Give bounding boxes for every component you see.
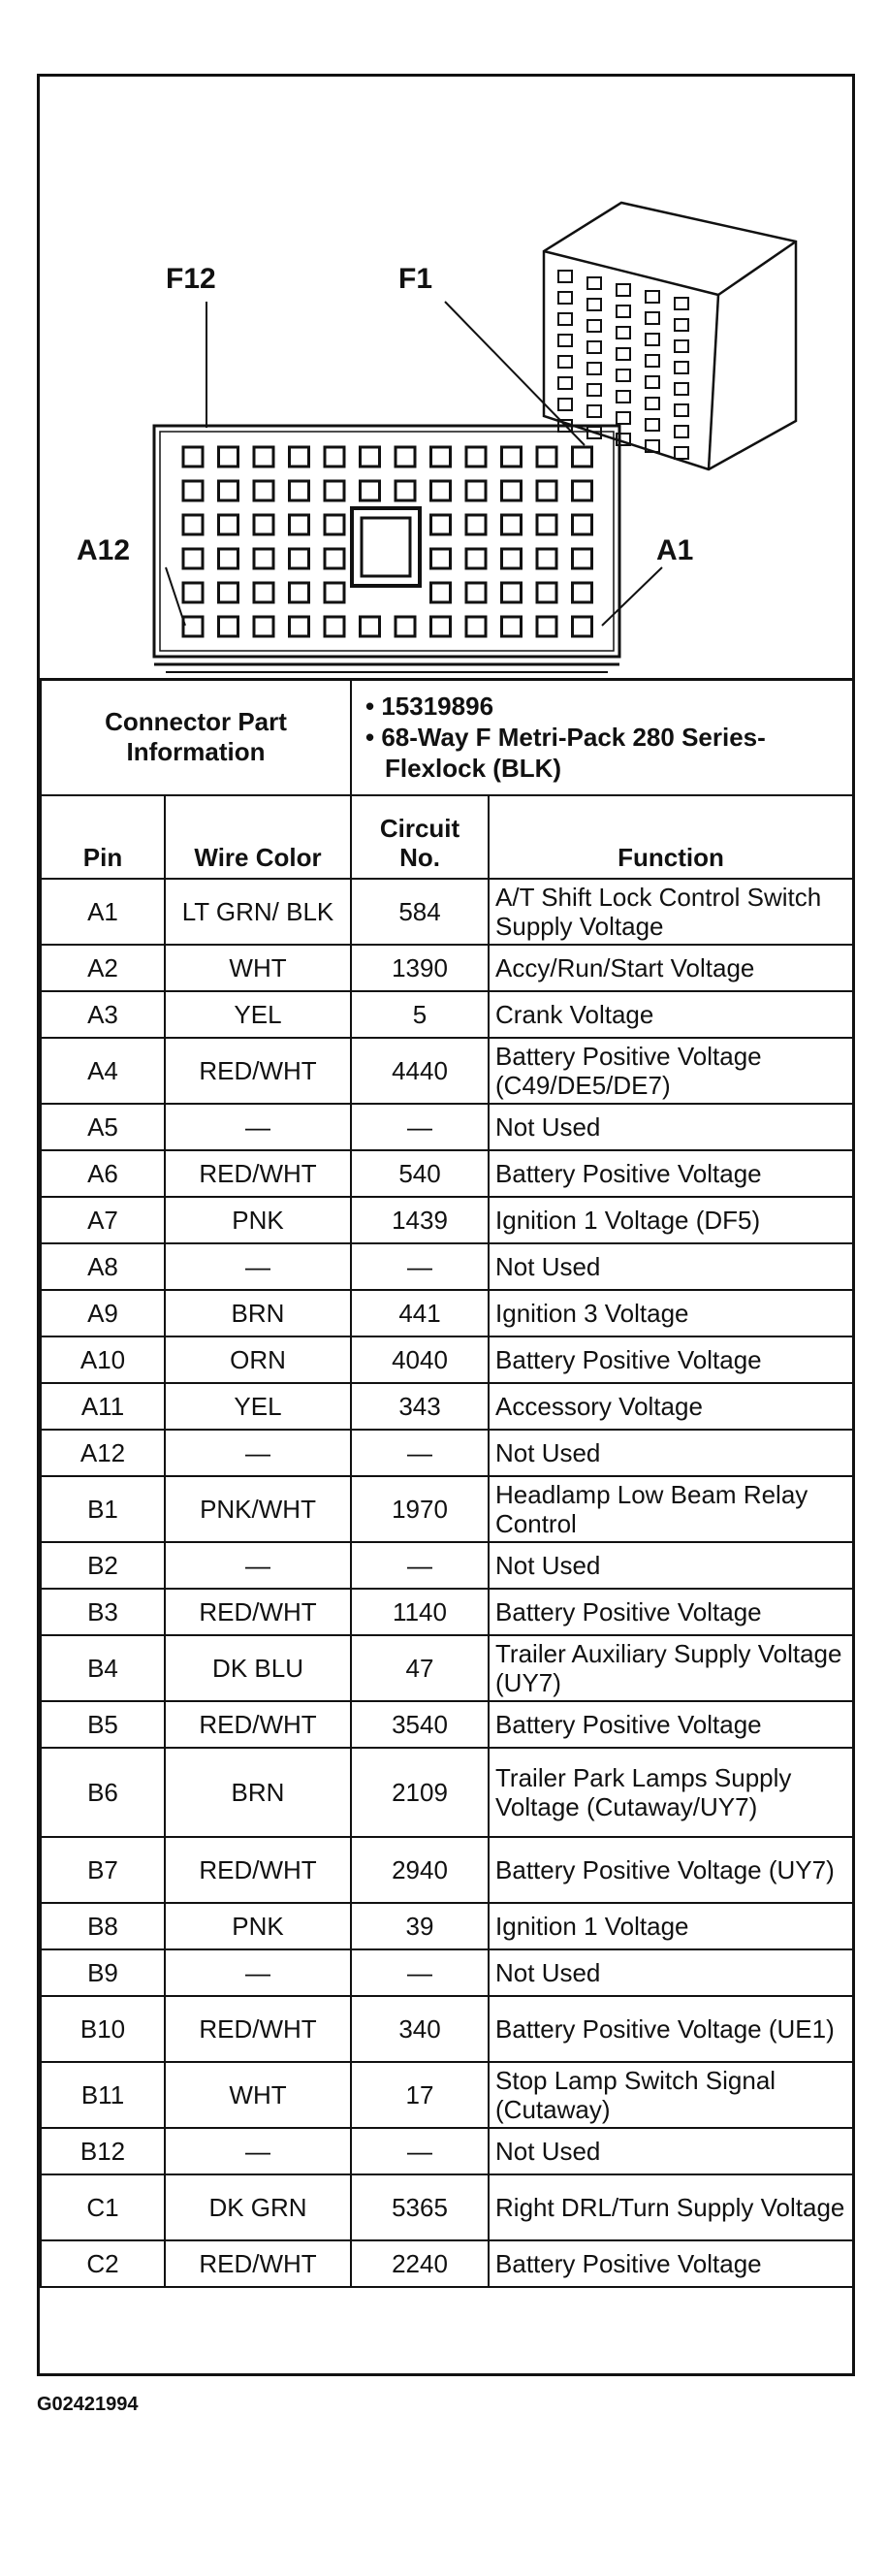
pin-cavity	[290, 583, 309, 602]
pin-cavity	[537, 617, 556, 636]
pin-cavity	[396, 447, 415, 467]
pin-cavity	[502, 583, 522, 602]
circuit-cell: 340	[351, 1996, 489, 2062]
col-function: Function	[489, 795, 853, 879]
pin-cavity	[290, 617, 309, 636]
iso-cavity	[617, 348, 630, 360]
function-cell: Ignition 3 Voltage	[489, 1290, 853, 1336]
pin-cell: B12	[41, 2128, 165, 2174]
wire-color-cell: WHT	[165, 945, 351, 991]
col-circuit-no: Circuit No.	[351, 795, 489, 879]
table-row	[41, 1430, 853, 1476]
wire-color-cell: —	[165, 1104, 351, 1150]
wire-color-cell: WHT	[165, 2062, 351, 2128]
wire-color-cell: —	[165, 2128, 351, 2174]
iso-cavity	[675, 319, 688, 331]
function-cell: Headlamp Low Beam Relay Control	[489, 1476, 853, 1542]
connector-info-details	[351, 679, 853, 795]
table-row	[41, 1996, 853, 2062]
circuit-cell: 343	[351, 1383, 489, 1430]
connector-description: • 68-Way F Metri-Pack 280 Series- Flexlock (BLK)	[365, 723, 766, 783]
table-row	[41, 2174, 853, 2240]
circuit-cell: —	[351, 1104, 489, 1150]
function-cell: Battery Positive Voltage	[489, 2240, 853, 2287]
iso-cavity	[675, 447, 688, 459]
circuit-cell: 47	[351, 1635, 489, 1701]
wire-color-cell: —	[165, 1949, 351, 1996]
circuit-cell: —	[351, 1949, 489, 1996]
function-cell: Ignition 1 Voltage (DF5)	[489, 1197, 853, 1243]
iso-cavity	[675, 362, 688, 373]
function-cell: Not Used	[489, 1949, 853, 1996]
circuit-cell: 4040	[351, 1336, 489, 1383]
function-cell: Battery Positive Voltage	[489, 1589, 853, 1635]
function-cell: A/T Shift Lock Control Switch Supply Voltage	[489, 879, 853, 945]
pin-cavity	[219, 515, 238, 534]
pin-cell: A3	[41, 991, 165, 1038]
pin-cell: C2	[41, 2240, 165, 2287]
wire-color-cell: RED/WHT	[165, 1589, 351, 1635]
pin-cavity	[537, 447, 556, 467]
col-pin: Pin	[41, 795, 165, 879]
table-row	[41, 1383, 853, 1430]
pin-cavity	[325, 549, 344, 568]
pin-cavity	[502, 447, 522, 467]
iso-cavity	[646, 355, 659, 367]
pin-cavity	[573, 515, 592, 534]
iso-cavity	[587, 341, 601, 353]
table-row	[41, 1837, 853, 1903]
wire-color-cell: DK BLU	[165, 1635, 351, 1701]
pin-cavity	[466, 583, 486, 602]
pin-cavity	[573, 617, 592, 636]
function-cell: Battery Positive Voltage (UY7)	[489, 1837, 853, 1903]
pin-cavity	[254, 515, 273, 534]
table-row	[41, 1701, 853, 1748]
function-cell: Trailer Auxiliary Supply Voltage (UY7)	[489, 1635, 853, 1701]
wire-color-cell: BRN	[165, 1290, 351, 1336]
pin-cavity	[537, 583, 556, 602]
circuit-cell: 3540	[351, 1701, 489, 1748]
iso-cavity	[675, 426, 688, 437]
function-cell: Battery Positive Voltage (C49/DE5/DE7)	[489, 1038, 853, 1104]
iso-cavity	[617, 306, 630, 317]
table-row	[41, 2062, 853, 2128]
pin-cavity	[361, 481, 380, 500]
circuit-cell: —	[351, 1542, 489, 1589]
iso-cavity	[617, 412, 630, 424]
connector-diagram	[40, 77, 852, 681]
iso-cavity	[587, 363, 601, 374]
table-row	[41, 1104, 853, 1150]
table-row	[41, 1542, 853, 1589]
pin-cavity	[183, 515, 203, 534]
function-cell: Stop Lamp Switch Signal (Cutaway)	[489, 2062, 853, 2128]
pin-cell: A4	[41, 1038, 165, 1104]
table-row	[41, 879, 853, 945]
label-f1: F1	[398, 263, 433, 295]
pin-cavity	[290, 549, 309, 568]
pin-cavity	[183, 617, 203, 636]
pin-cavity	[466, 481, 486, 500]
function-cell: Crank Voltage	[489, 991, 853, 1038]
iso-cavity	[646, 398, 659, 409]
iso-cavity	[675, 404, 688, 416]
pin-cavity	[325, 583, 344, 602]
table-row	[41, 1949, 853, 1996]
iso-cavity	[558, 313, 572, 325]
function-cell: Battery Positive Voltage	[489, 1150, 853, 1197]
function-cell: Not Used	[489, 1104, 853, 1150]
iso-cavity	[617, 391, 630, 402]
wire-color-cell: DK GRN	[165, 2174, 351, 2240]
pin-cavity	[254, 447, 273, 467]
pin-cell: A11	[41, 1383, 165, 1430]
table-row	[41, 1290, 853, 1336]
pin-cavity	[219, 447, 238, 467]
circuit-cell: —	[351, 1430, 489, 1476]
iso-cavity	[646, 312, 659, 324]
wire-color-cell: YEL	[165, 991, 351, 1038]
pin-cavity	[502, 515, 522, 534]
circuit-cell: 5	[351, 991, 489, 1038]
circuit-cell: 2940	[351, 1837, 489, 1903]
function-cell: Not Used	[489, 2128, 853, 2174]
function-cell: Battery Positive Voltage	[489, 1336, 853, 1383]
pin-cavity	[219, 617, 238, 636]
connector-info-row	[41, 679, 853, 795]
pin-cavity	[290, 447, 309, 467]
wire-color-cell: PNK	[165, 1903, 351, 1949]
label-f12: F12	[166, 263, 216, 295]
circuit-cell: 4440	[351, 1038, 489, 1104]
table-row	[41, 1903, 853, 1949]
pin-cavity	[502, 617, 522, 636]
pin-cell: B5	[41, 1701, 165, 1748]
pin-cell: B2	[41, 1542, 165, 1589]
function-cell: Not Used	[489, 1430, 853, 1476]
pin-cavity	[537, 549, 556, 568]
table-header-row	[41, 795, 853, 879]
circuit-cell: 39	[351, 1903, 489, 1949]
iso-cavity	[646, 334, 659, 345]
iso-cavity	[617, 327, 630, 338]
pin-cell: A10	[41, 1336, 165, 1383]
pin-cavity	[431, 515, 451, 534]
pin-cavity	[290, 481, 309, 500]
pin-cavity	[325, 447, 344, 467]
circuit-cell: 584	[351, 879, 489, 945]
wire-color-cell: RED/WHT	[165, 1701, 351, 1748]
iso-cavity	[675, 340, 688, 352]
iso-cavity	[646, 291, 659, 303]
wire-color-cell: ORN	[165, 1336, 351, 1383]
pin-cell: B3	[41, 1589, 165, 1635]
table-row	[41, 2128, 853, 2174]
iso-cavity	[617, 284, 630, 296]
pin-cavity	[183, 481, 203, 500]
connector-sheet	[37, 74, 855, 2376]
pin-cavity	[325, 481, 344, 500]
table-row	[41, 945, 853, 991]
table-row	[41, 1243, 853, 1290]
iso-cavity	[587, 384, 601, 396]
table-row	[41, 1336, 853, 1383]
pin-cell: B7	[41, 1837, 165, 1903]
connector-info-heading: Connector Part Information	[41, 679, 351, 795]
pin-cavity	[183, 583, 203, 602]
iso-cavity	[646, 376, 659, 388]
function-cell: Accy/Run/Start Voltage	[489, 945, 853, 991]
pin-cavity	[431, 481, 451, 500]
pin-cell: A8	[41, 1243, 165, 1290]
pin-cavity	[290, 515, 309, 534]
pin-cavity	[431, 583, 451, 602]
wire-color-cell: YEL	[165, 1383, 351, 1430]
table-row	[41, 1197, 853, 1243]
pin-cavity	[219, 549, 238, 568]
pin-cell: A7	[41, 1197, 165, 1243]
pin-cavity	[325, 515, 344, 534]
function-cell: Right DRL/Turn Supply Voltage	[489, 2174, 853, 2240]
iso-cavity	[558, 377, 572, 389]
function-cell: Battery Positive Voltage	[489, 1701, 853, 1748]
pin-cavity	[219, 583, 238, 602]
table-row	[41, 1748, 853, 1837]
wire-color-cell: PNK/WHT	[165, 1476, 351, 1542]
iso-cavity	[587, 320, 601, 332]
circuit-cell: —	[351, 2128, 489, 2174]
table-row	[41, 2240, 853, 2287]
pin-cavity	[502, 481, 522, 500]
pin-cavity	[254, 481, 273, 500]
pin-cavity	[396, 617, 415, 636]
pin-cavity	[219, 481, 238, 500]
iso-cavity	[617, 370, 630, 381]
pin-cell: A5	[41, 1104, 165, 1150]
pin-cavity	[183, 447, 203, 467]
function-cell: Not Used	[489, 1243, 853, 1290]
pin-cell: B6	[41, 1748, 165, 1837]
circuit-cell: 2109	[351, 1748, 489, 1837]
wire-color-cell: RED/WHT	[165, 1837, 351, 1903]
table-row	[41, 1038, 853, 1104]
function-cell: Trailer Park Lamps Supply Voltage (Cutaway/UY7)	[489, 1748, 853, 1837]
pin-cell: B10	[41, 1996, 165, 2062]
wire-color-cell: RED/WHT	[165, 1996, 351, 2062]
pin-cavity	[325, 617, 344, 636]
iso-cavity	[646, 419, 659, 431]
connector-drawing	[40, 77, 852, 678]
wire-color-cell: RED/WHT	[165, 2240, 351, 2287]
pin-cavity	[537, 481, 556, 500]
iso-cavity	[558, 271, 572, 282]
iso-cavity	[587, 405, 601, 417]
circuit-cell: 1439	[351, 1197, 489, 1243]
pin-cavity	[573, 481, 592, 500]
wire-color-cell: —	[165, 1243, 351, 1290]
pin-cavity	[466, 515, 486, 534]
pin-cavity	[466, 617, 486, 636]
wire-color-cell: PNK	[165, 1197, 351, 1243]
pin-cavity	[466, 549, 486, 568]
pin-cell: B8	[41, 1903, 165, 1949]
circuit-cell: 1140	[351, 1589, 489, 1635]
pin-cavity	[361, 447, 380, 467]
pin-cavity	[466, 447, 486, 467]
connector-part-number: • 15319896	[365, 692, 494, 721]
pin-cavity	[254, 583, 273, 602]
pin-cavity	[537, 515, 556, 534]
pin-cell: B11	[41, 2062, 165, 2128]
pinout-table	[40, 678, 854, 2288]
circuit-cell: 540	[351, 1150, 489, 1197]
pin-cavity	[573, 583, 592, 602]
pin-cell: B4	[41, 1635, 165, 1701]
pin-cell: C1	[41, 2174, 165, 2240]
pin-cavity	[183, 549, 203, 568]
iso-cavity	[675, 383, 688, 395]
function-cell: Accessory Voltage	[489, 1383, 853, 1430]
pin-cavity	[431, 617, 451, 636]
pin-cell: A12	[41, 1430, 165, 1476]
pin-cavity	[254, 617, 273, 636]
pin-cavity	[361, 617, 380, 636]
pin-cavity	[254, 549, 273, 568]
iso-cavity	[675, 298, 688, 309]
wire-color-cell: RED/WHT	[165, 1150, 351, 1197]
pin-cavity	[573, 447, 592, 467]
pin-cavity	[502, 549, 522, 568]
iso-cavity	[558, 335, 572, 346]
iso-cavity	[558, 399, 572, 410]
label-a1: A1	[656, 534, 694, 566]
function-cell: Battery Positive Voltage (UE1)	[489, 1996, 853, 2062]
pin-cavity	[431, 549, 451, 568]
table-row	[41, 1635, 853, 1701]
pin-cell: A2	[41, 945, 165, 991]
function-cell: Not Used	[489, 1542, 853, 1589]
iso-cavity	[587, 277, 601, 289]
wire-color-cell: RED/WHT	[165, 1038, 351, 1104]
wire-color-cell: —	[165, 1430, 351, 1476]
pin-cell: A6	[41, 1150, 165, 1197]
iso-cavity	[587, 299, 601, 310]
figure-id: G02421994	[37, 2394, 139, 2415]
circuit-cell: 441	[351, 1290, 489, 1336]
circuit-cell: 2240	[351, 2240, 489, 2287]
pin-cell: B9	[41, 1949, 165, 1996]
function-cell: Ignition 1 Voltage	[489, 1903, 853, 1949]
label-a12: A12	[77, 534, 131, 566]
table-row	[41, 991, 853, 1038]
iso-cavity	[558, 292, 572, 304]
col-wire-color: Wire Color	[165, 795, 351, 879]
pin-cavity	[573, 549, 592, 568]
circuit-cell: 1970	[351, 1476, 489, 1542]
pin-cell: A9	[41, 1290, 165, 1336]
iso-cavity	[558, 356, 572, 368]
table-row	[41, 1476, 853, 1542]
circuit-cell: —	[351, 1243, 489, 1290]
circuit-cell: 17	[351, 2062, 489, 2128]
pin-cell: B1	[41, 1476, 165, 1542]
pin-cavity	[431, 447, 451, 467]
wire-color-cell: LT GRN/ BLK	[165, 879, 351, 945]
circuit-cell: 5365	[351, 2174, 489, 2240]
table-row	[41, 1589, 853, 1635]
wire-color-cell: BRN	[165, 1748, 351, 1837]
circuit-cell: 1390	[351, 945, 489, 991]
table-row	[41, 1150, 853, 1197]
pin-cell: A1	[41, 879, 165, 945]
pin-cavity	[396, 481, 415, 500]
wire-color-cell: —	[165, 1542, 351, 1589]
